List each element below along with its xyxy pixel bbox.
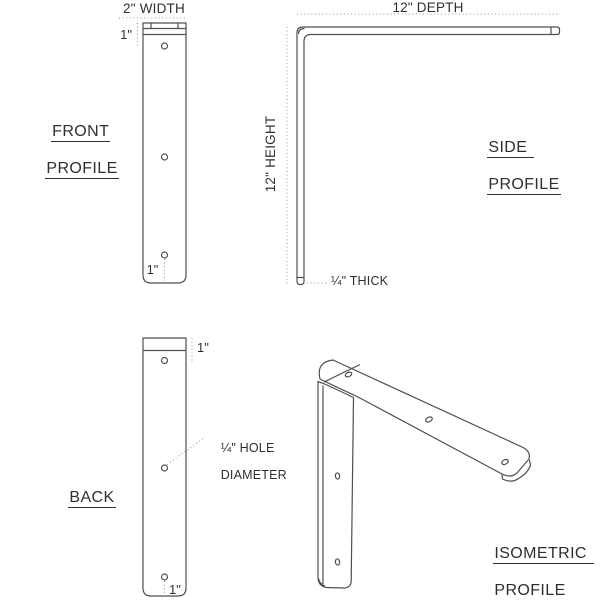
hole-diameter-line2: DIAMETER xyxy=(220,467,287,482)
front-profile-drawing xyxy=(119,18,187,283)
iso-title-line2: PROFILE xyxy=(493,582,566,600)
hole-diameter-label xyxy=(206,428,287,496)
back-top-offset-label: 1" xyxy=(197,340,209,355)
front-bottom-offset-label: 1" xyxy=(146,262,159,277)
hole-diameter-line1: ¼" HOLE xyxy=(220,440,275,455)
front-title-line2: PROFILE xyxy=(45,160,118,180)
front-title-line1: FRONT xyxy=(51,123,110,143)
side-title-line2: PROFILE xyxy=(487,176,560,196)
back-title-line1: BACK xyxy=(68,489,115,509)
iso-title-line1: ISOMETRIC xyxy=(493,545,594,565)
side-profile-title xyxy=(468,121,578,213)
back-view-drawing xyxy=(143,338,204,596)
front-outline xyxy=(143,23,186,283)
front-top-offset-label: 1" xyxy=(120,27,132,42)
front-profile-title xyxy=(26,105,116,197)
side-title-line1: SIDE xyxy=(487,139,534,159)
width-dimension-label: 2" WIDTH xyxy=(123,1,185,16)
back-view-title xyxy=(49,471,139,526)
depth-dimension-label: 12" DEPTH xyxy=(392,0,464,15)
height-dimension-label: 12" HEIGHT xyxy=(263,115,278,193)
back-bottom-offset-label: 1" xyxy=(169,582,181,597)
isometric-profile-title xyxy=(474,527,587,600)
thickness-dimension-label: ¼" THICK xyxy=(331,274,389,288)
back-outline xyxy=(143,338,186,596)
